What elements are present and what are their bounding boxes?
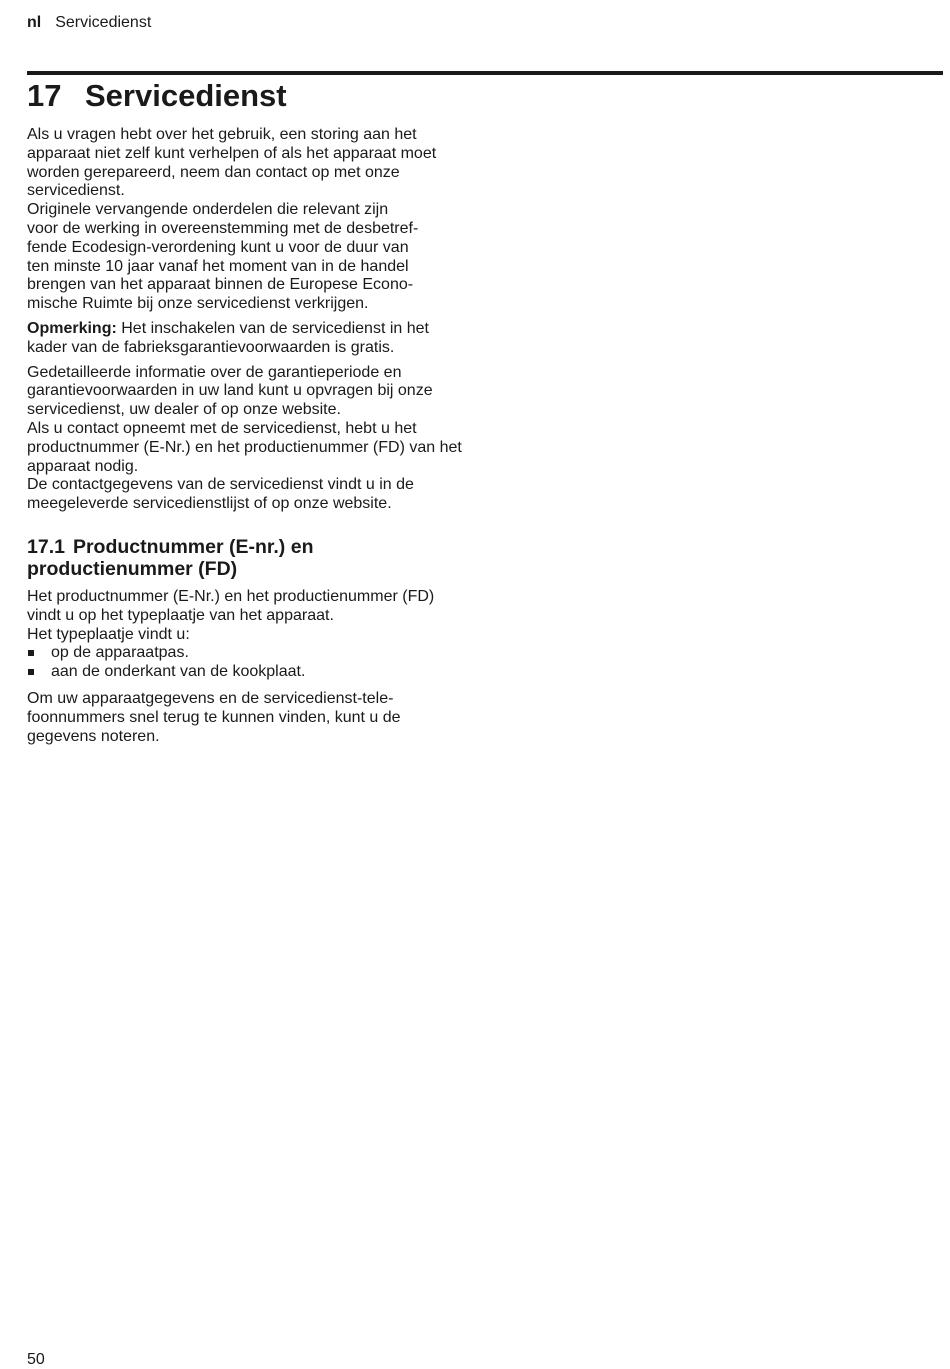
warranty-paragraph: Gedetailleerde informatie over de garantieperiode en garantievoorwaarden in uw land kunt u opvragen bij onze servicedienst, uw dealer of op onze website. [27,363,433,419]
rating-plate-intro: Het typeplaatje vindt u: [27,625,190,643]
product-number-paragraph: Het productnummer (E-Nr.) en het productienummer (FD) vindt u op het typeplaatje van het apparaat. [27,587,435,624]
subsection-title: Productnummer (E-nr.) en productienummer (FD) [27,535,314,580]
running-header-title: Servicedienst [55,14,152,31]
main-column [27,126,472,746]
subsection-heading [27,536,472,580]
note-label: Opmerking: [27,319,117,337]
list-item-text: op de apparaatpas. [51,644,189,662]
chapter-number: 17 [27,78,62,113]
paragraph-line: Originele vervangende onderdelen die relevant zijn [27,201,389,219]
subsection-number: 17.1 [27,535,65,558]
note-paragraph [27,320,472,358]
chapter-divider [27,71,943,75]
paragraph-line: fende Ecodesign-verordening kunt u voor de duur van [27,238,409,256]
chapter-heading [27,78,287,114]
contact-requirements-paragraph: Als u contact opneemt met de servicedienst, hebt u het productnummer (E-Nr.) en het productienummer (FD) van het apparaat nodig. [27,419,462,475]
paragraph-line: mische Ruimte bij onze servicedienst verkrijgen. [27,295,369,313]
running-header [27,13,151,33]
chapter-title: Servicedienst [85,78,287,113]
paragraph-line: brengen van het apparaat binnen de Europese Econo- [27,276,414,294]
paragraph-line: gegevens noteren. [27,727,160,745]
page-number: 50 [27,1351,45,1368]
language-code: nl [27,14,42,31]
contact-details-paragraph: De contactgegevens van de servicedienst vindt u in de meegeleverde servicedienstlijst of op onze website. [27,476,414,513]
list-item [27,644,472,663]
square-bullet-icon [28,669,34,675]
note-text: Het inschakelen van de servicedienst in het kader van de fabrieksgarantievoorwaarden is gratis. [27,319,429,356]
paragraph-line: Om uw apparaatgegevens en de servicedienst-tele- [27,689,394,707]
paragraph-line: voor de werking in overeenstemming met de desbetref- [27,219,419,237]
intro-paragraph: Als u vragen hebt over het gebruik, een storing aan het apparaat niet zelf kunt verhelpen of als het apparaat moet worden gerepareerd, neem dan contact op met onze servicedienst. [27,126,437,200]
list-item [27,663,472,682]
paragraph-line: ten minste 10 jaar vanaf het moment van in de handel [27,257,409,275]
spare-parts-paragraph [27,201,472,314]
list-item-text: aan de onderkant van de kookplaat. [51,663,306,681]
square-bullet-icon [28,650,34,656]
rating-plate-locations [27,644,472,682]
note-data-paragraph [27,690,472,746]
paragraph-line: foonnummers snel terug te kunnen vinden, kunt u de [27,708,401,726]
